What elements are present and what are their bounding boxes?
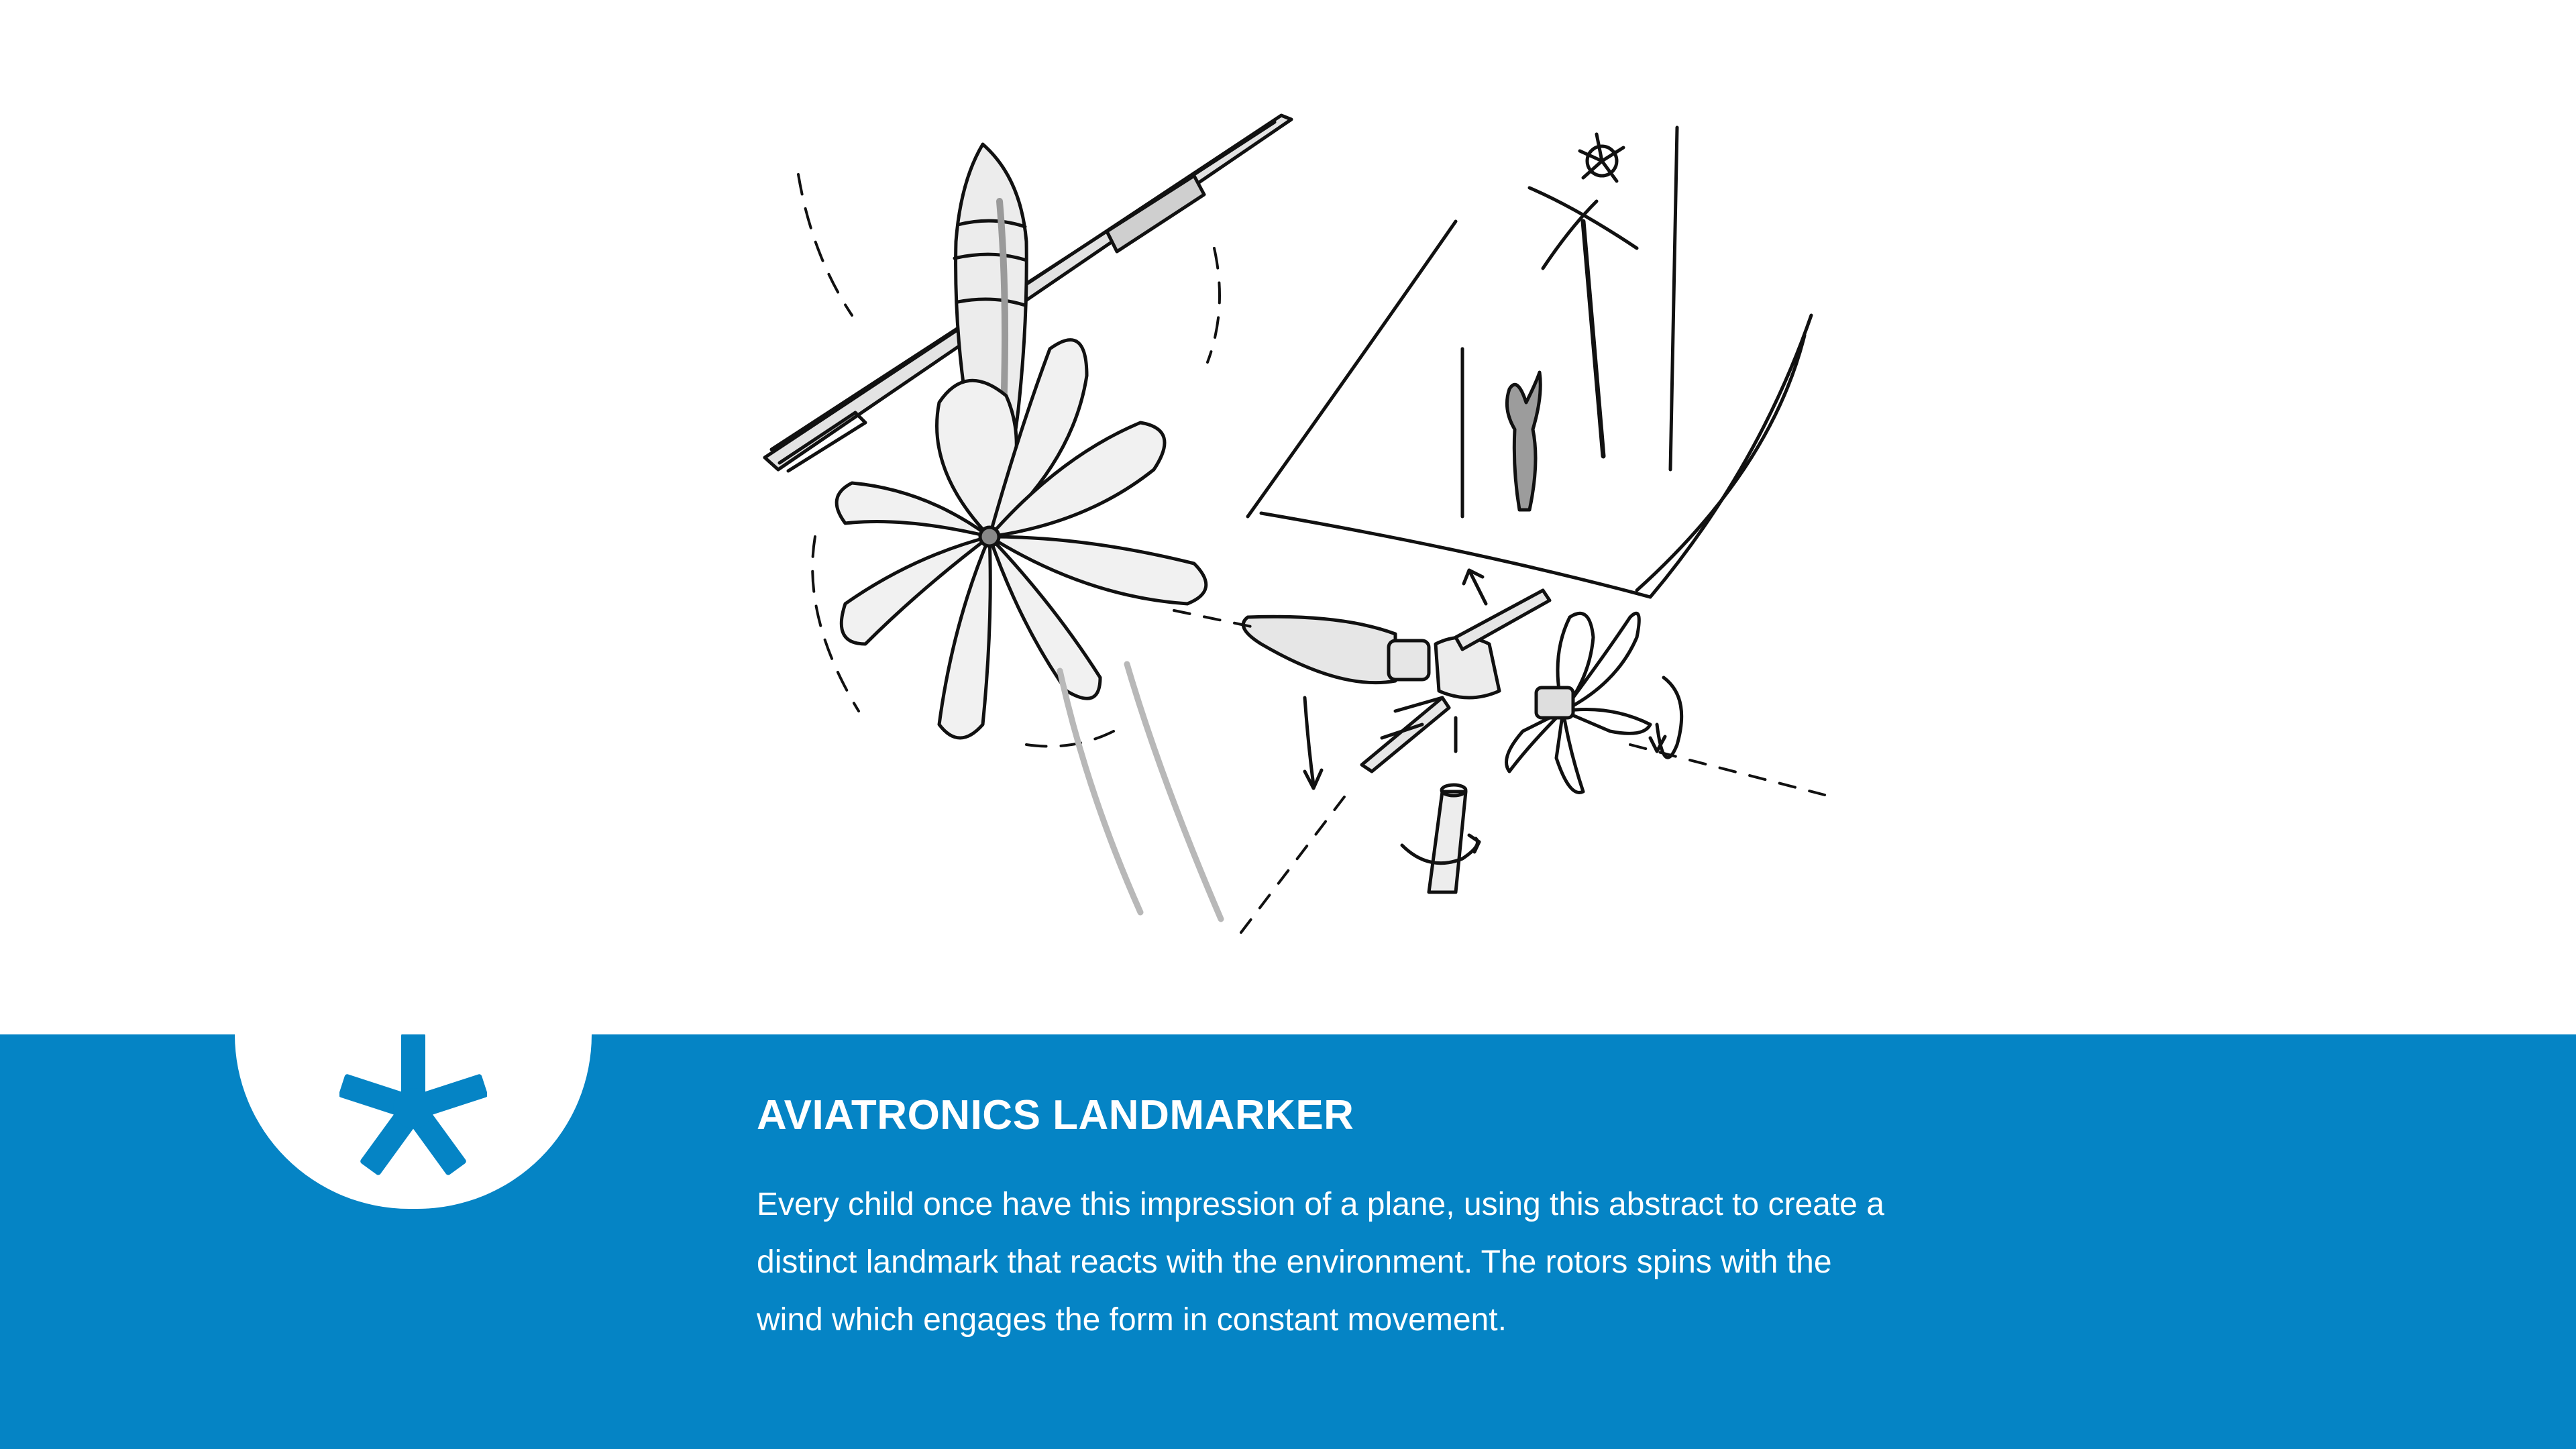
- flower-rotor-sketch: [837, 340, 1206, 738]
- stem-shading: [1060, 664, 1221, 919]
- asterisk-icon: [339, 1034, 487, 1182]
- axis-lines: [1174, 610, 1825, 932]
- landscape-sketch: [1248, 127, 1811, 597]
- project-title: AVIATRONICS LANDMARKER: [757, 1092, 1354, 1138]
- rotation-arrows: [1305, 570, 1682, 863]
- project-description: Every child once have this impression of a plane, using this abstract to create a distinct landmark that reacts with the environment. The rotors spins with the wind which engages the form in constant movement.: [757, 1187, 1884, 1338]
- exploded-rotor-sketch: [1243, 590, 1650, 892]
